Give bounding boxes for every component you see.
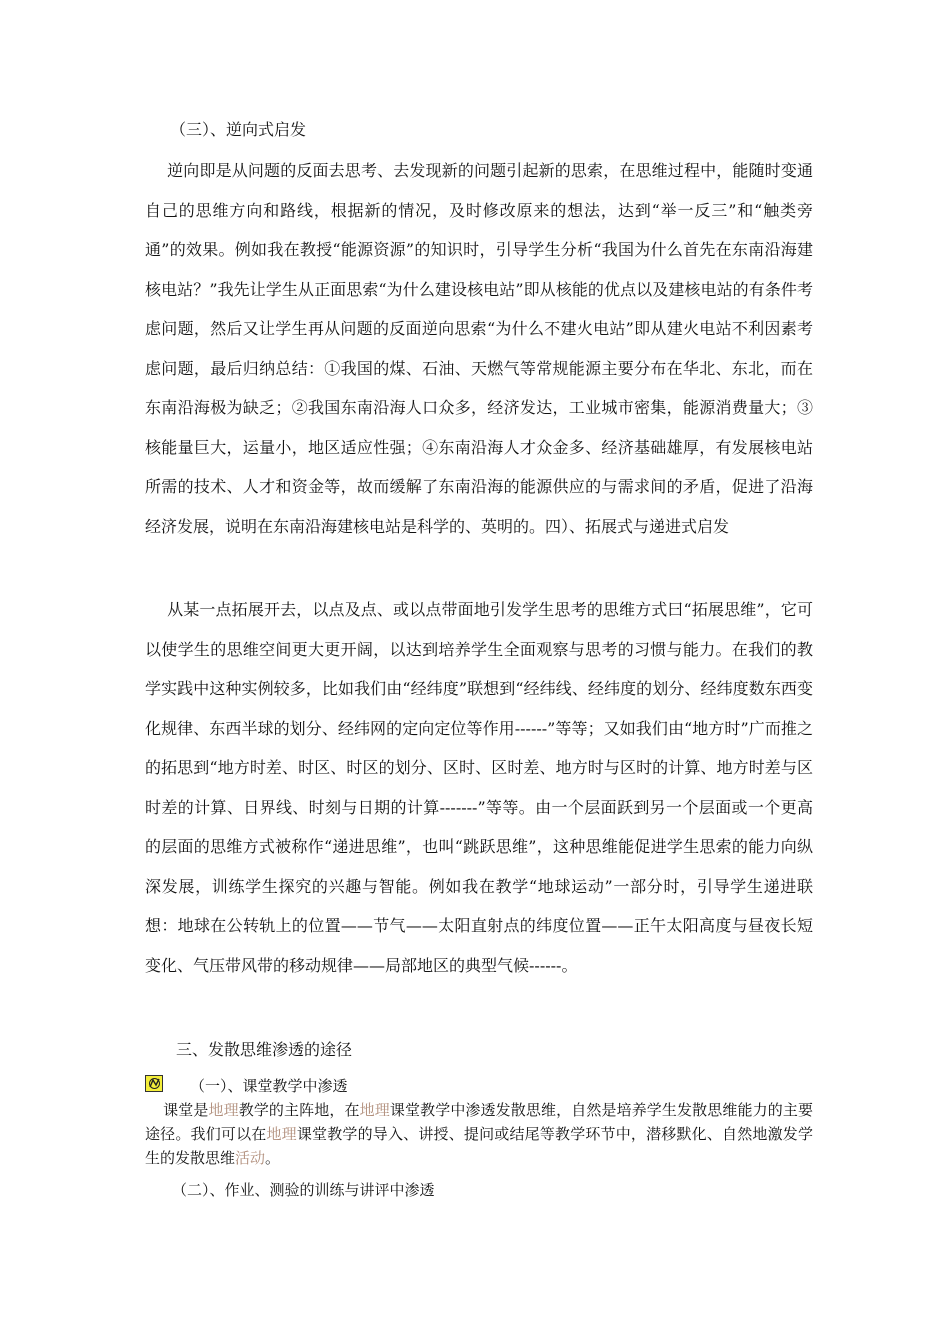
- link-geography[interactable]: 地理: [359, 1101, 390, 1119]
- text-run: 课堂教学中渗透发散思维，自然是培养学生发散思维能力的主要途径。我们可以在: [145, 1101, 813, 1143]
- paragraph-reverse-inspiration: [145, 151, 813, 546]
- chapter-heading-penetration-paths: 三、发散思维渗透的途径: [176, 1040, 353, 1059]
- link-geography[interactable]: 地理: [208, 1101, 239, 1119]
- section-heading-reverse-inspiration: （三）、逆向式启发: [170, 120, 307, 139]
- subsection-heading-homework: （二）、作业、测验的训练与讲评中渗透: [172, 1181, 435, 1199]
- note-icon[interactable]: [145, 1075, 163, 1092]
- paragraph-text: 从某一点拓展开去，以点及点、或以点带面地引发学生思考的思维方式曰“拓展思维”，它可以使学生的思维空间更大更开阔，以达到培养学生全面观察与思考的习惯与能力。在我们的教学实践中这种实例较多，比如我们由“经纬度”联想到“经纬线、经纬度的划分、经纬度数东西变化规律、东西半球的划分、经纬网的定向定位等作用------”等等；又如我们由“地方时”广而推之的拓思到“地方时差、时区、时区的划分、区时、区时差、地方时与区时的计算、地方时差与区时差的计算、日界线、时刻与日期的计算-------”等等。由一个层面跃到另一个层面或一个更高的层面的思维方式被称作“递进思维”，也叫“跳跃思维”，这种思维能促进学生思索的能力向纵深发展，训练学生探究的兴趣与智能。例如我在教学“地球运动”一部分时，引导学生递进联想：地球在公转轨上的位置——节气——太阳直射点的纬度位置——正午太阳高度与昼夜长短变化、气压带风带的移动规律——局部地区的典型气候------。: [145, 600, 813, 975]
- text-run: 课堂是: [163, 1101, 209, 1119]
- paragraph-classroom-teaching: [145, 1098, 813, 1170]
- subsection-heading-classroom: （一）、课堂教学中渗透: [190, 1077, 348, 1095]
- paragraph-text: 逆向即是从问题的反面去思考、去发现新的问题引起新的思索，在思维过程中，能随时变通自己的思维方向和路线，根据新的情况，及时修改原来的想法，达到“举一反三”和“触类旁通”的效果。例如我在教授“能源资源”的知识时，引导学生分析“我国为什么首先在东南沿海建核电站？”我先让学生从正面思索“为什么建设核电站”即从核能的优点以及建核电站的有条件考虑问题，然后又让学生再从问题的反面逆向思索“为什么不建火电站”即从建火电站不利因素考虑问题，最后归纳总结：①我国的煤、石油、天燃气等常规能源主要分布在华北、东北，而在东南沿海极为缺乏；②我国东南沿海人口众多，经济发达，工业城市密集，能源消费量大；③核能量巨大，运量小，地区适应性强；④东南沿海人才众金多、经济基础雄厚，有发展核电站所需的技术、人才和资金等，故而缓解了东南沿海的能源供应的与需求间的矛盾，促进了沿海经济发展，说明在东南沿海建核电站是科学的、英明的。四）、拓展式与递进式启发: [145, 161, 813, 536]
- text-run: 。: [265, 1149, 281, 1167]
- text-run: 教学的主阵地，在: [238, 1101, 360, 1119]
- text-run: 课堂教学的导入、讲授、提问或结尾等教学环节中，潜移默化、自然地激发学生的发散思维: [145, 1125, 813, 1167]
- link-geography[interactable]: 地理: [266, 1125, 297, 1143]
- link-activity[interactable]: 活动: [235, 1149, 266, 1167]
- paragraph-expansion-thinking: [145, 590, 813, 985]
